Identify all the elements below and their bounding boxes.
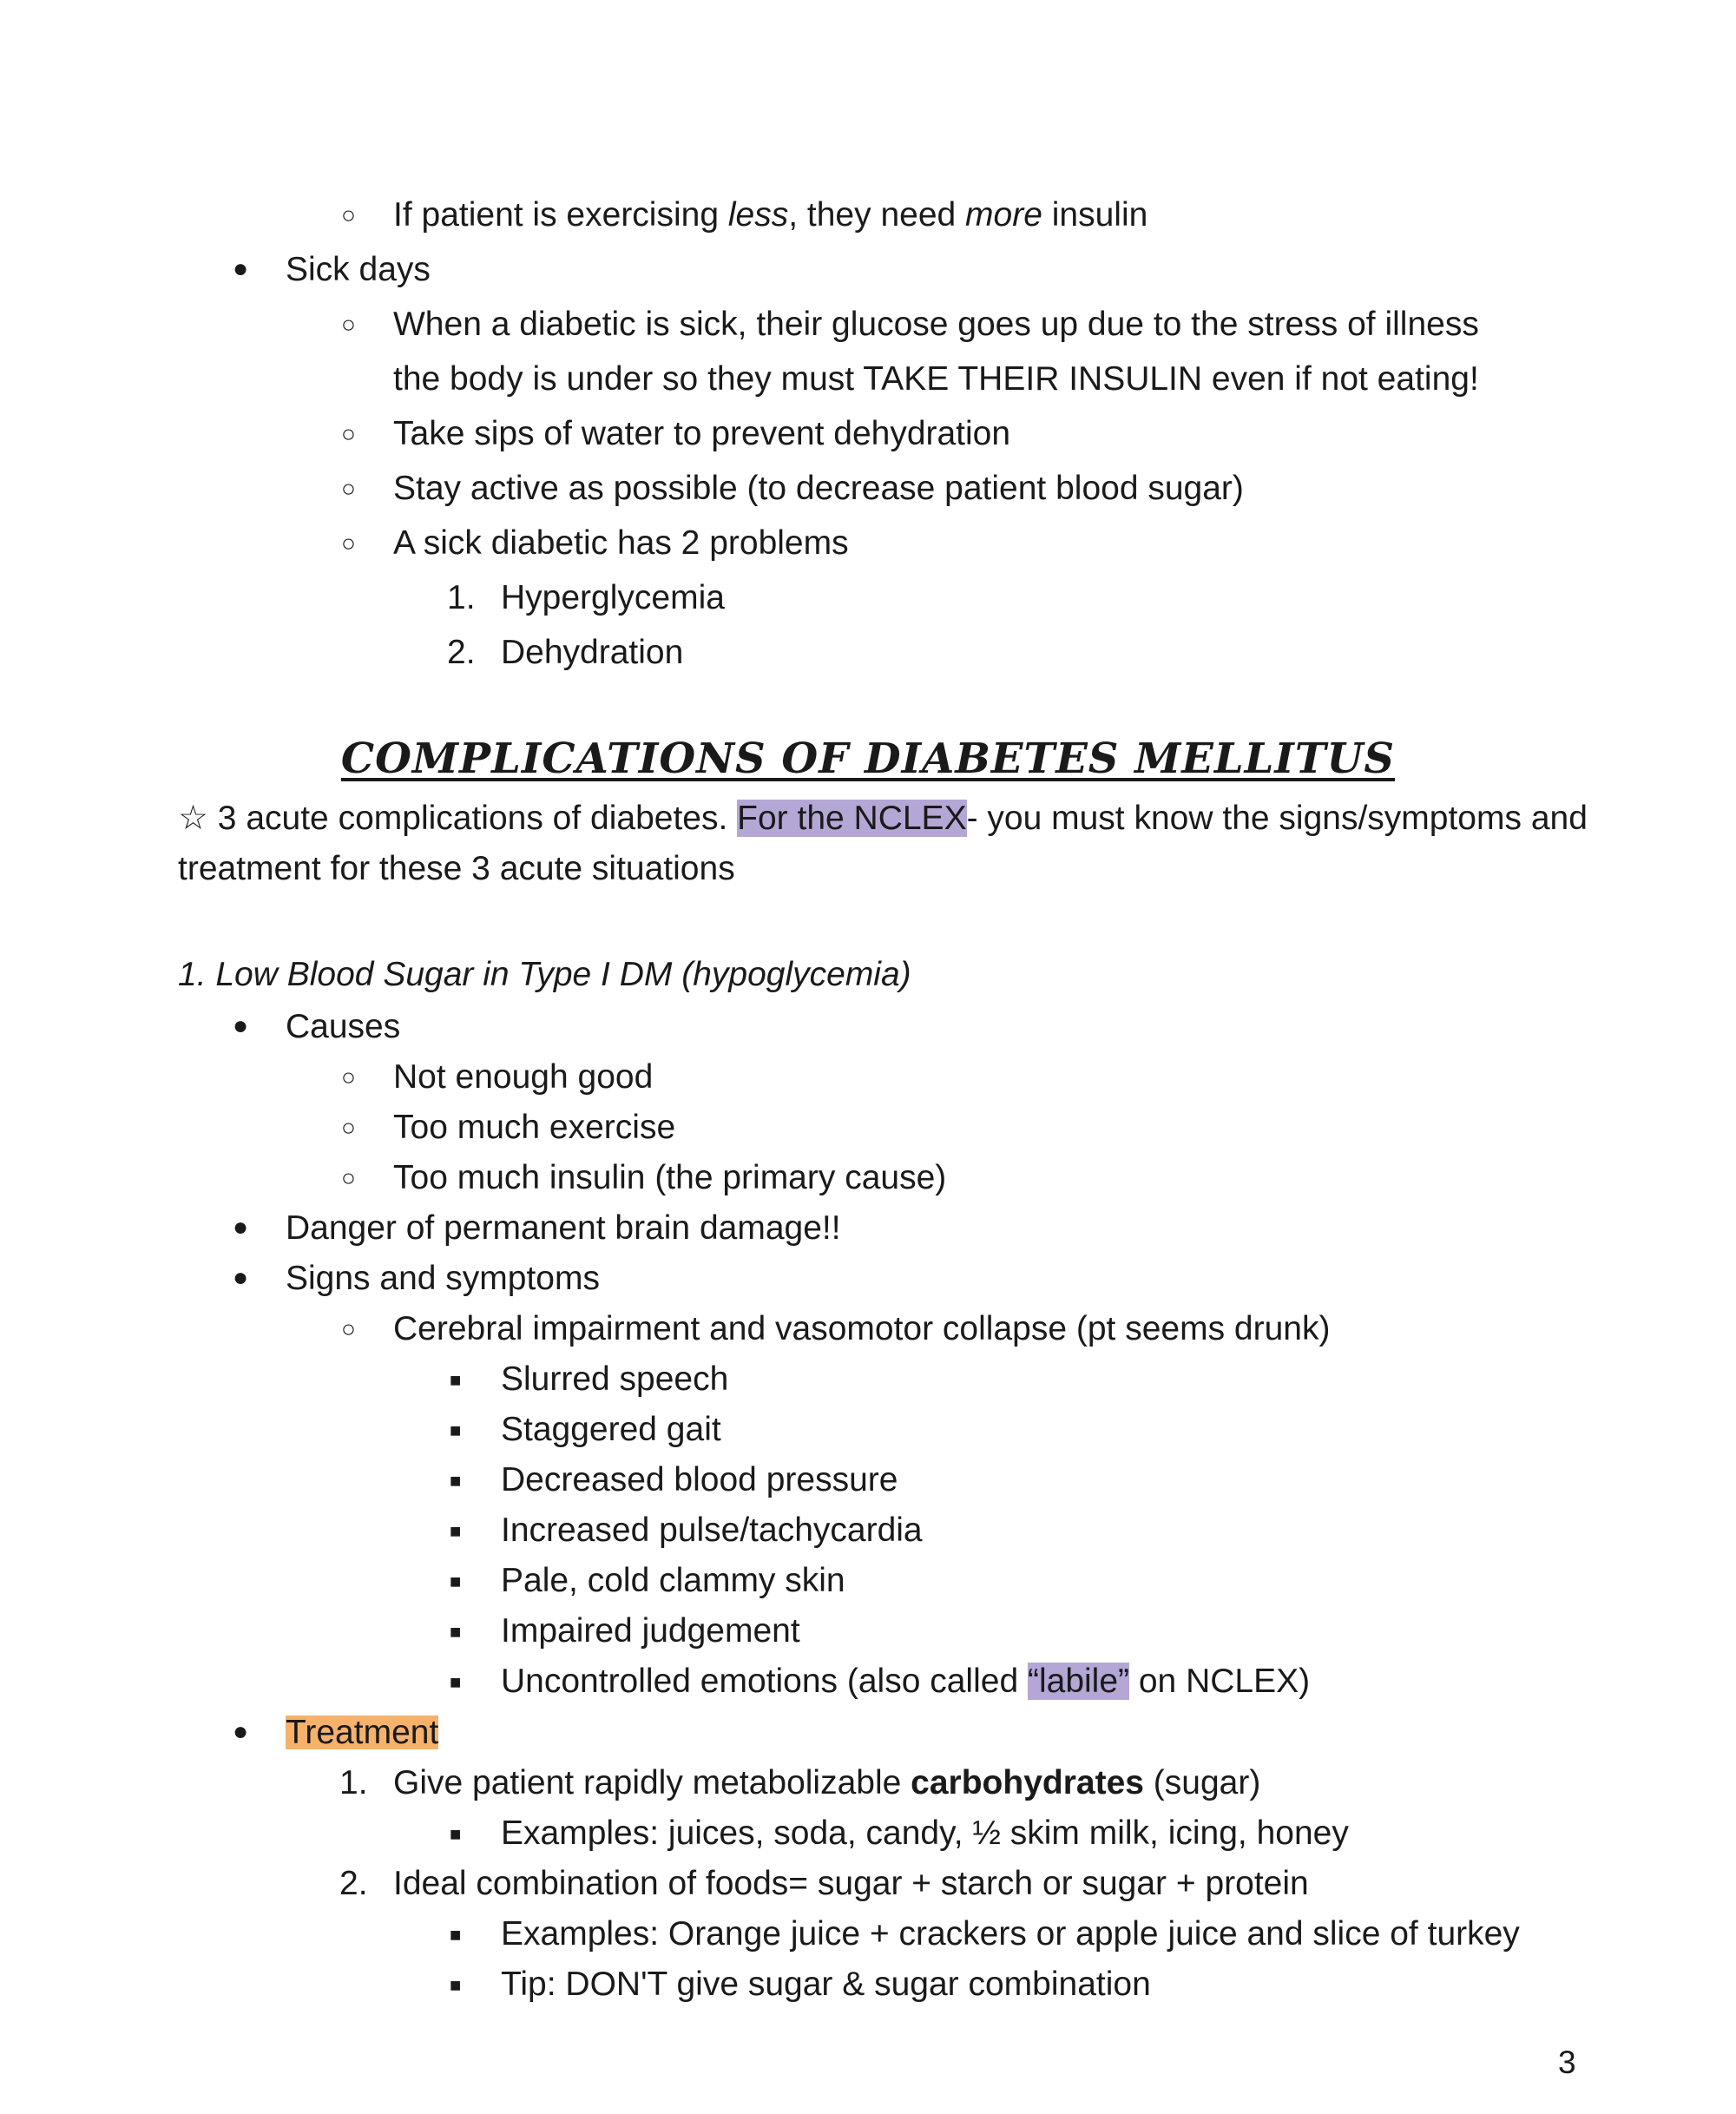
bullet-icon: ● bbox=[233, 1263, 249, 1292]
bullet-icon: ● bbox=[233, 1717, 249, 1746]
document-page: ○ If patient is exercising less, they need more insulin ● Sick days ○ When a diabetic is sick, their glucose goes up due to the stress of illness the body is under so they must TAKE THEIR INSULIN even if not eating! ○ Take sips of water to prevent dehydration ○ Stay active as possible (to decrease patient blood sugar) ○ A sick diabetic has 2 problems 1. Hyperglycemia 2. Dehydration COMPLICATIONS OF DIABETES MELLITUS ☆ 3 acute complications of diabetes. For the NCLEX- you must know the signs/symptoms and treatment for these 3 acute situations 1. Low Blood Sugar in Type I DM (hypoglycemia) ● Causes ○ Not enough good ○ Too much exercise ○ Too much insulin (the primary cause) ● Danger of permanent brain damage!! ● Signs and symptoms ○ Cerebral impairment and vasomotor collapse (pt seems drunk) ■ Slurred speech ■ Staggered gait ■ Decreased blood pressure ■ Increased pulse/tachycardia ■ Pale, cold clammy skin ■ Impaired judgement ■ Uncontrolled emotions (also called “labile” on NCLEX) ● Treatment 1. Give patient rapidly metabolizable carbohydrates (sugar) ■ Examples: juices, soda, candy, ½ skim milk, icing, honey 2. Ideal combination of foods= sugar + starch or sugar + protein ■ Examples: Orange juice + crackers or apple juice and slice of turkey ■ Tip: DON'T give sugar & sugar combination 3 bbox=[0, 0, 1736, 2114]
highlighted-text: Treatment bbox=[286, 1714, 439, 1751]
square-bullet-icon: ■ bbox=[450, 1671, 462, 1693]
square-bullet-icon: ■ bbox=[450, 1621, 462, 1643]
bullet-icon: ● bbox=[233, 254, 249, 283]
square-bullet-icon: ■ bbox=[450, 1571, 462, 1592]
circle-bullet-icon: ○ bbox=[341, 530, 356, 556]
square-bullet-icon: ■ bbox=[450, 1470, 462, 1492]
square-bullet-icon: ■ bbox=[450, 1369, 462, 1391]
square-bullet-icon: ■ bbox=[450, 1419, 462, 1441]
circle-bullet-icon: ○ bbox=[341, 420, 356, 447]
bullet-icon: ● bbox=[233, 1011, 249, 1040]
circle-bullet-icon: ○ bbox=[341, 475, 356, 502]
circle-bullet-icon: ○ bbox=[341, 1064, 356, 1090]
circle-bullet-icon: ○ bbox=[341, 1164, 356, 1191]
circle-bullet-icon: ○ bbox=[341, 201, 356, 228]
circle-bullet-icon: ○ bbox=[341, 1315, 356, 1342]
section-title: COMPLICATIONS OF DIABETES MELLITUS bbox=[340, 734, 1396, 783]
highlighted-text: “labile” bbox=[1027, 1663, 1130, 1700]
circle-bullet-icon: ○ bbox=[341, 311, 356, 338]
square-bullet-icon: ■ bbox=[450, 1520, 462, 1542]
highlighted-text: For the NCLEX bbox=[737, 800, 967, 837]
square-bullet-icon: ■ bbox=[450, 1823, 462, 1845]
square-bullet-icon: ■ bbox=[450, 1974, 462, 1996]
bullet-icon: ● bbox=[233, 1213, 249, 1241]
page-number: 3 bbox=[1558, 2045, 1576, 2080]
circle-bullet-icon: ○ bbox=[341, 1114, 356, 1141]
square-bullet-icon: ■ bbox=[450, 1924, 462, 1946]
star-icon: ☆ bbox=[178, 800, 208, 837]
